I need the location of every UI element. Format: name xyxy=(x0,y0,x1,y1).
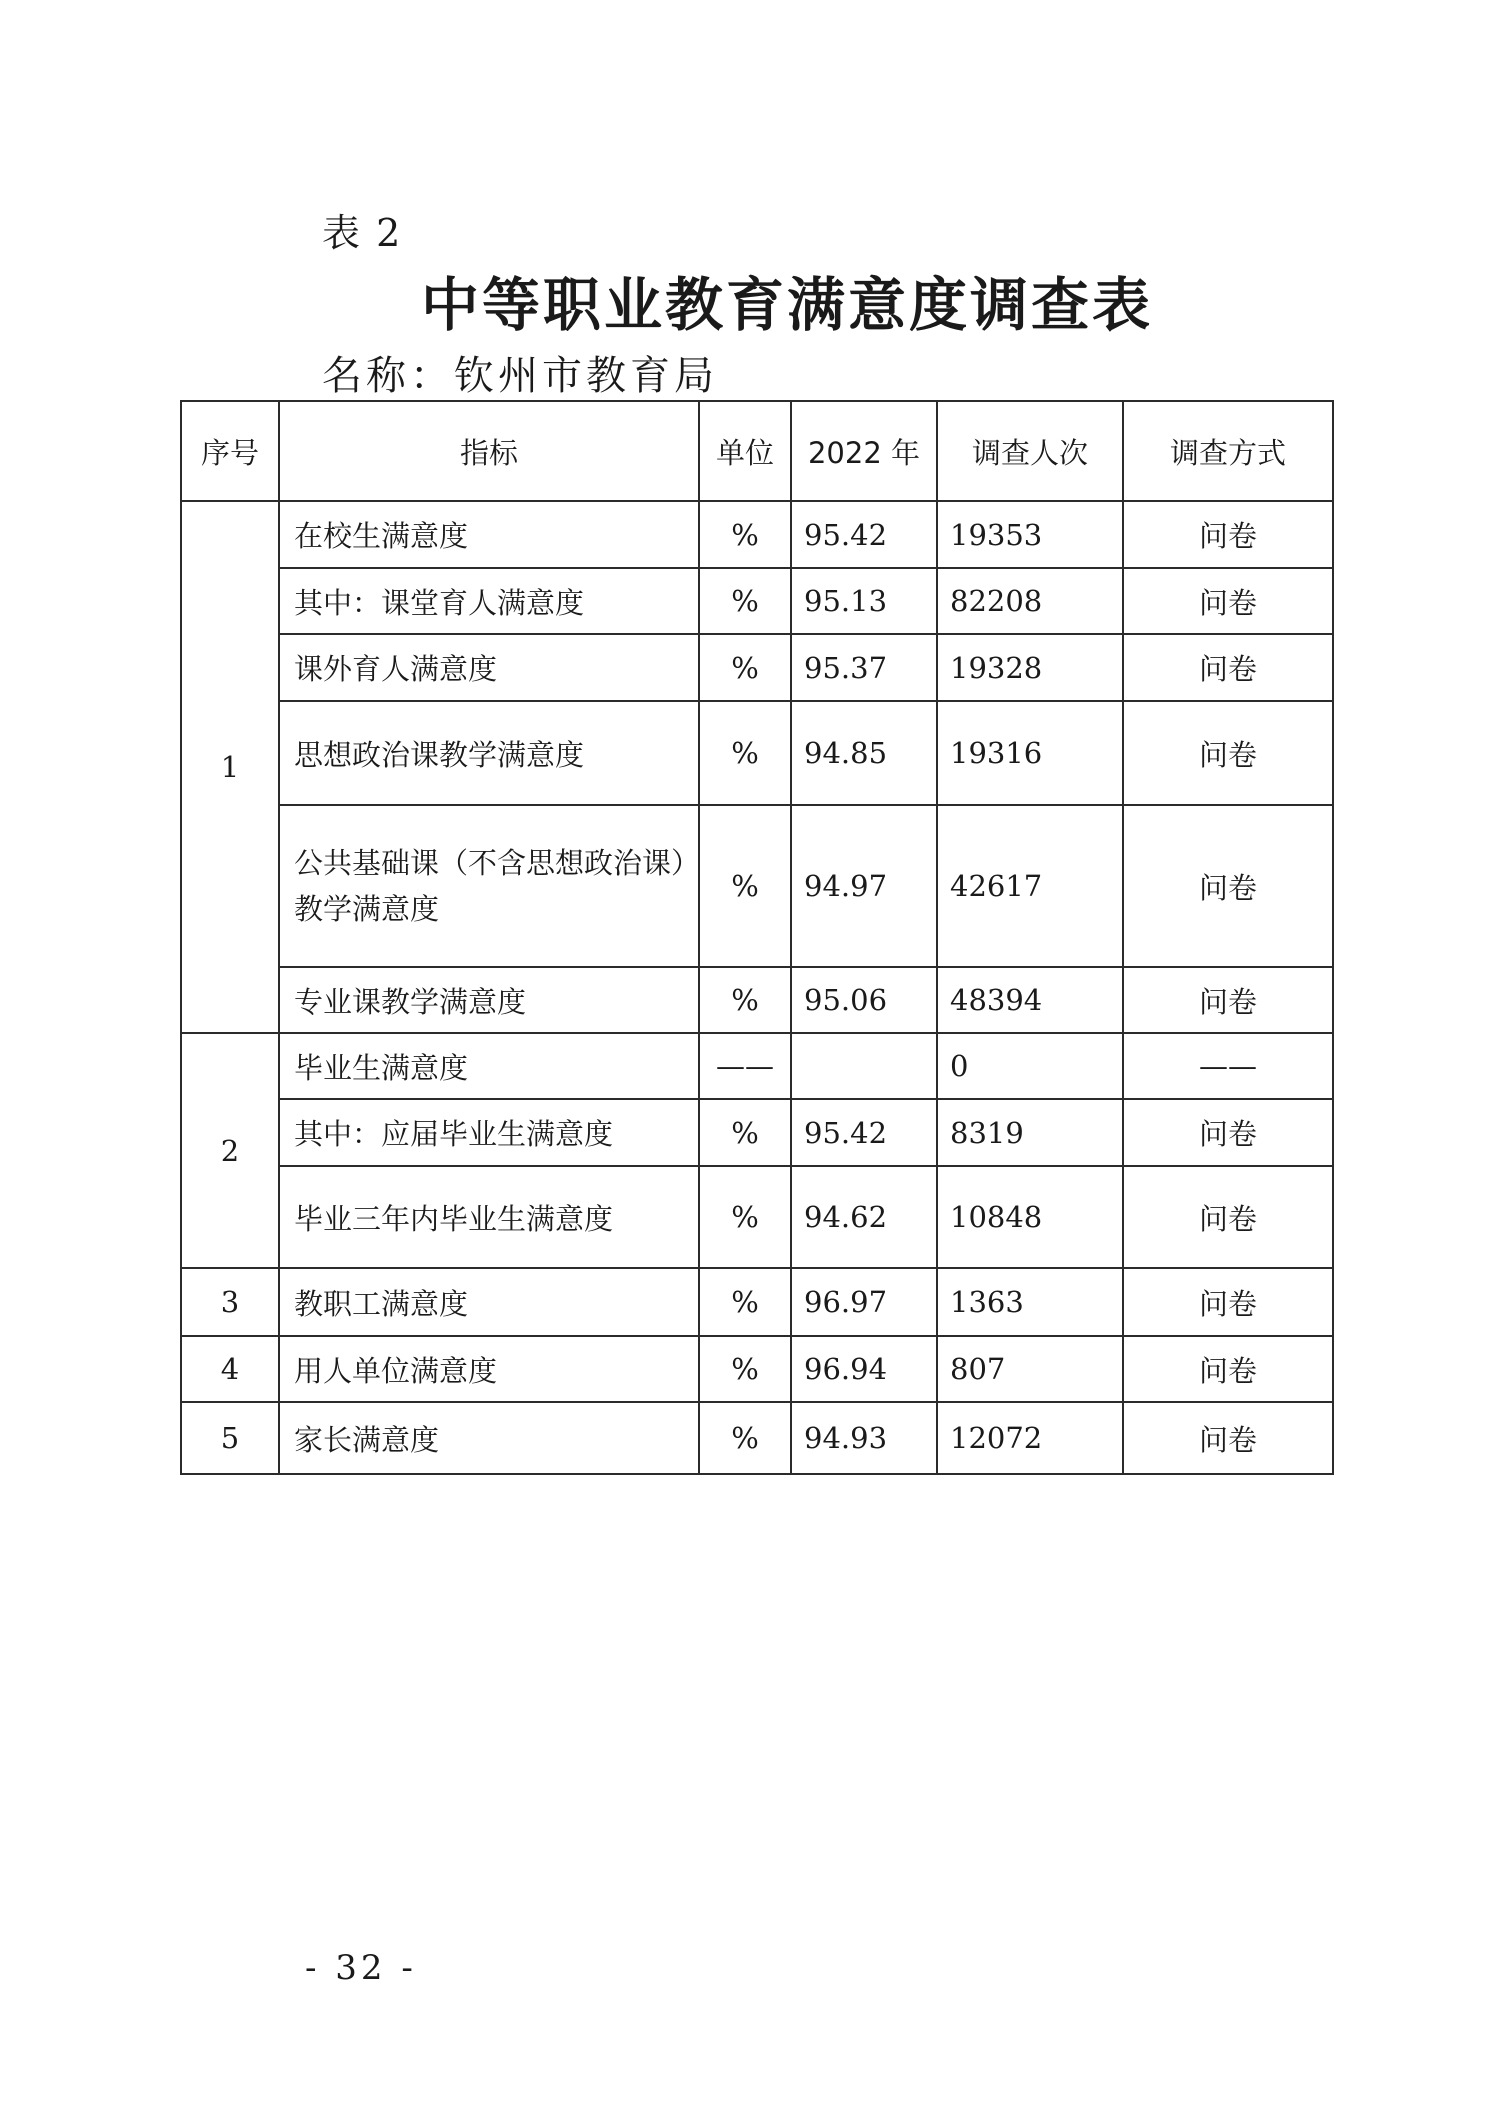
method-cell: 问卷 xyxy=(1123,568,1333,634)
table-row xyxy=(181,967,1333,1033)
method-cell: 问卷 xyxy=(1123,1099,1333,1166)
value-cell: 95.37 xyxy=(791,634,937,701)
method-cell: —— xyxy=(1123,1033,1333,1099)
method-cell: 问卷 xyxy=(1123,1268,1333,1336)
unit-cell: % xyxy=(699,501,791,568)
table-row xyxy=(181,634,1333,701)
value-cell: 95.42 xyxy=(791,501,937,568)
seq-cell: 1 xyxy=(181,501,279,1033)
indicator-cell: 在校生满意度 xyxy=(279,501,699,568)
count-cell: 0 xyxy=(937,1033,1123,1099)
unit-cell: % xyxy=(699,1402,791,1474)
indicator-cell: 教职工满意度 xyxy=(279,1268,699,1336)
value-cell: 94.62 xyxy=(791,1166,937,1268)
column-header-seq: 序号 xyxy=(181,401,279,501)
indicator-cell: 家长满意度 xyxy=(279,1402,699,1474)
table-row xyxy=(181,1268,1333,1336)
indicator-cell: 其中：应届毕业生满意度 xyxy=(279,1099,699,1166)
column-header-method: 调查方式 xyxy=(1123,401,1333,501)
unit-cell: % xyxy=(699,1166,791,1268)
method-cell: 问卷 xyxy=(1123,634,1333,701)
count-cell: 19353 xyxy=(937,501,1123,568)
indicator-cell xyxy=(279,805,699,967)
method-cell: 问卷 xyxy=(1123,501,1333,568)
count-cell: 42617 xyxy=(937,805,1123,967)
table-row xyxy=(181,1099,1333,1166)
table-label: 表 2 xyxy=(322,211,403,255)
indicator-cell: 用人单位满意度 xyxy=(279,1336,699,1402)
method-cell: 问卷 xyxy=(1123,1336,1333,1402)
column-header-indicator: 指标 xyxy=(279,401,699,501)
table-row xyxy=(181,501,1333,568)
value-cell: 95.06 xyxy=(791,967,937,1033)
unit-cell: % xyxy=(699,805,791,967)
seq-cell: 2 xyxy=(181,1033,279,1268)
table-row xyxy=(181,1033,1333,1099)
count-cell: 1363 xyxy=(937,1268,1123,1336)
method-cell: 问卷 xyxy=(1123,967,1333,1033)
table-row xyxy=(181,1336,1333,1402)
indicator-cell: 毕业三年内毕业生满意度 xyxy=(279,1166,699,1268)
count-cell: 48394 xyxy=(937,967,1123,1033)
table-row xyxy=(181,701,1333,805)
indicator-line: 教学满意度 xyxy=(294,892,440,926)
unit-cell: % xyxy=(699,967,791,1033)
satisfaction-survey-table xyxy=(180,400,1334,1475)
value-cell: 94.85 xyxy=(791,701,937,805)
value-cell: 96.97 xyxy=(791,1268,937,1336)
count-cell: 19316 xyxy=(937,701,1123,805)
table-row xyxy=(181,805,1333,967)
count-cell: 19328 xyxy=(937,634,1123,701)
method-cell: 问卷 xyxy=(1123,1402,1333,1474)
count-cell: 82208 xyxy=(937,568,1123,634)
unit-cell: % xyxy=(699,701,791,805)
value-cell: 95.42 xyxy=(791,1099,937,1166)
table-row xyxy=(181,1166,1333,1268)
indicator-cell: 其中：课堂育人满意度 xyxy=(279,568,699,634)
method-cell: 问卷 xyxy=(1123,805,1333,967)
count-cell: 12072 xyxy=(937,1402,1123,1474)
value-cell xyxy=(791,1033,937,1099)
column-header-unit: 单位 xyxy=(699,401,791,501)
seq-cell: 5 xyxy=(181,1402,279,1474)
unit-cell: % xyxy=(699,568,791,634)
unit-cell: —— xyxy=(699,1033,791,1099)
unit-cell: % xyxy=(699,1268,791,1336)
value-cell: 96.94 xyxy=(791,1336,937,1402)
indicator-cell: 专业课教学满意度 xyxy=(279,967,699,1033)
unit-cell: % xyxy=(699,634,791,701)
column-header-count: 调查人次 xyxy=(937,401,1123,501)
organization-name: 名称：钦州市教育局 xyxy=(322,353,718,399)
seq-cell: 3 xyxy=(181,1268,279,1336)
page-number: - 32 - xyxy=(305,1948,417,1988)
unit-cell: % xyxy=(699,1336,791,1402)
unit-cell: % xyxy=(699,1099,791,1166)
column-header-year: 2022 年 xyxy=(791,401,937,501)
table-row xyxy=(181,1402,1333,1474)
count-cell: 807 xyxy=(937,1336,1123,1402)
count-cell: 10848 xyxy=(937,1166,1123,1268)
table-row xyxy=(181,568,1333,634)
page-title: 中等职业教育满意度调查表 xyxy=(420,271,1153,339)
seq-cell: 4 xyxy=(181,1336,279,1402)
method-cell: 问卷 xyxy=(1123,701,1333,805)
indicator-cell: 思想政治课教学满意度 xyxy=(279,701,699,805)
table-header-row xyxy=(181,401,1333,501)
value-cell: 95.13 xyxy=(791,568,937,634)
count-cell: 8319 xyxy=(937,1099,1123,1166)
value-cell: 94.93 xyxy=(791,1402,937,1474)
indicator-cell: 毕业生满意度 xyxy=(279,1033,699,1099)
method-cell: 问卷 xyxy=(1123,1166,1333,1268)
indicator-cell: 课外育人满意度 xyxy=(279,634,699,701)
indicator-line: 公共基础课（不含思想政治课） xyxy=(294,846,701,880)
value-cell: 94.97 xyxy=(791,805,937,967)
